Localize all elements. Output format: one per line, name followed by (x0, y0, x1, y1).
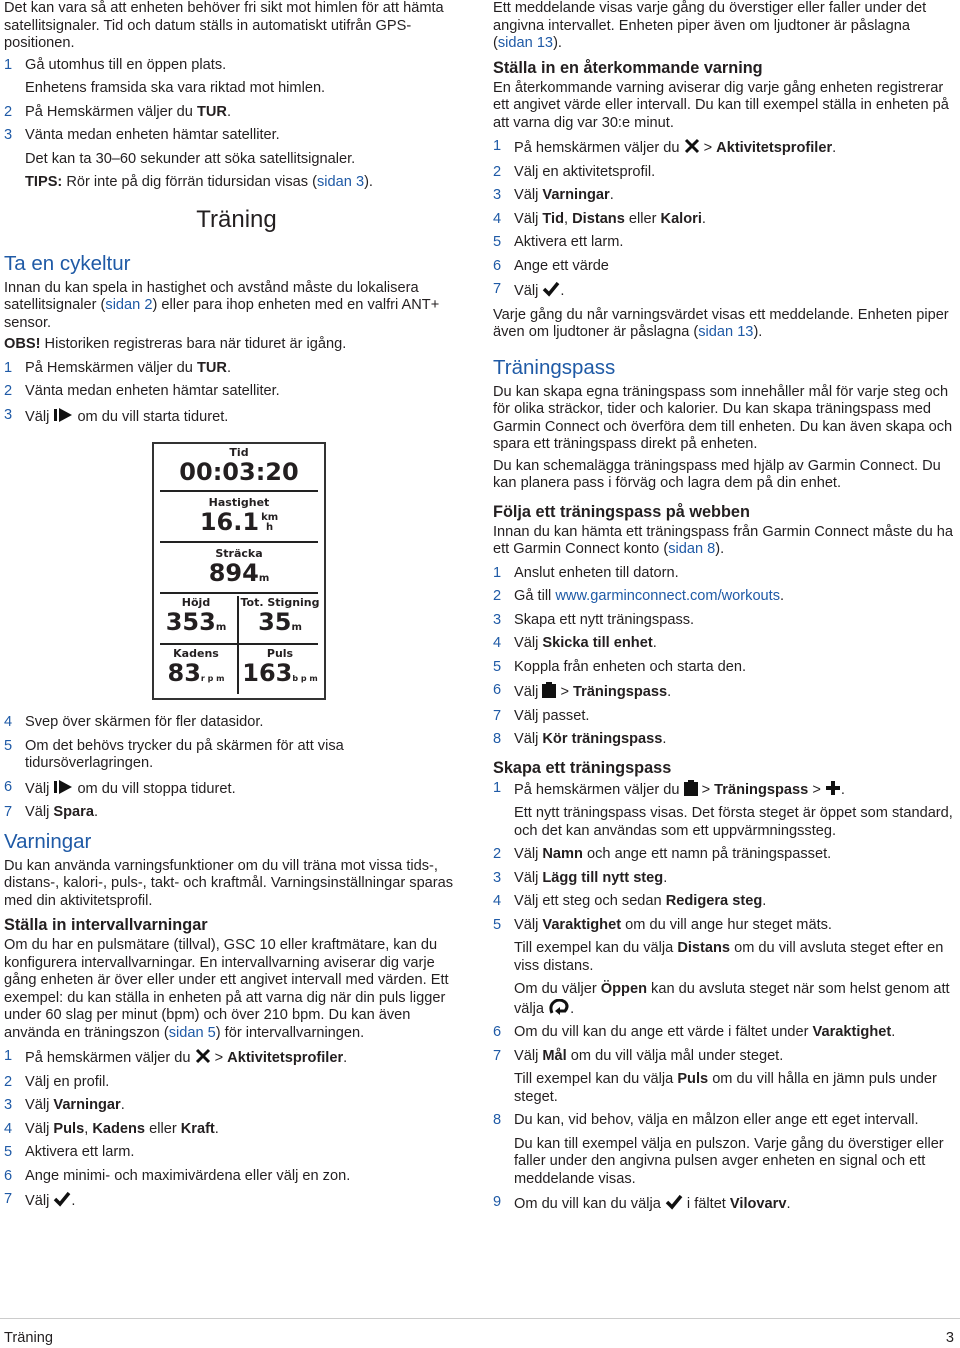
list-item: 7 Välj passet. (493, 707, 590, 724)
step-note: Enhetens framsida ska vara riktad mot himlen. (25, 80, 326, 96)
page-link[interactable]: sidan 13 (698, 324, 754, 340)
list-item: 2 Vänta medan enheten hämtar satelliter. (4, 383, 280, 399)
section-heading: Träning (196, 205, 277, 233)
ascent-value: 35 (258, 608, 292, 636)
step-note: Till exempel kan du välja Puls om du vill hålla en jämn puls under steget. (514, 1071, 937, 1105)
page-footer (0, 1318, 960, 1348)
list-item: 7 Välj . (493, 281, 565, 299)
tools-icon (684, 138, 700, 154)
altitude-value: 353 (165, 608, 216, 636)
tools-icon (195, 1048, 211, 1064)
page-link[interactable]: sidan 3 (317, 174, 365, 190)
intro-paragraph: Ett meddelande visas varje gång du överstiger eller faller under det angivna intervallet. Enheten piper även om ljudtoner är påslagna (sidan 13). (493, 0, 927, 51)
list-item: 1 Gå utomhus till en öppen plats. (4, 56, 227, 73)
varningar-paragraph: Du kan använda varningsfunktioner om du vill träna mot vissa tids-, distans-, kalori-, puls-, takt- och kraftmål. Varningsinställningar sparas med din aktivitetsprofil. (4, 857, 454, 909)
step-text: Gå utomhus till en öppen plats. (25, 56, 227, 73)
list-item: 5 Aktivera ett larm. (493, 234, 624, 250)
clipboard-icon (542, 682, 556, 698)
list-item: 5 Om det behövs trycker du på skärmen för att visa tidursöverlagringen. (4, 737, 344, 771)
list-item: 1 På hemskärmen väljer du > Aktivitetsprofiler. (4, 1048, 348, 1066)
list-item: 7 Välj . (4, 1191, 76, 1209)
list-item: 7 Välj Spara. (4, 804, 99, 820)
list-item: 6 Ange minimi- och maximivärdena eller välj en zon. (4, 1167, 351, 1184)
speed-value: 16.1 (199, 508, 260, 536)
obs-note: OBS! Historiken registreras bara när tiduret är igång. (4, 336, 347, 352)
step-note: Det kan ta 30–60 sekunder att söka satellitsignaler. (25, 150, 356, 167)
play-pause-icon (53, 779, 73, 795)
aterkommande-end: Varje gång du når varningsvärdet visas ett meddelande. Enheten piper även om ljudtoner är påslagna (sidan 13). (493, 306, 949, 340)
list-item: 6 Välj > Träningspass. (493, 682, 672, 700)
list-item: 4 Välj Tid, Distans eller Kalori. (493, 210, 706, 227)
list-item: 2 Gå till www.garminconnect.com/workouts. (493, 588, 785, 604)
list-item: 8 Du kan, vid behov, välja en målzon eller ange ett eget intervall. (493, 1112, 919, 1128)
page-link[interactable]: sidan 5 (168, 1024, 216, 1041)
heading-traningspass: Träningspass (493, 355, 616, 379)
list-item: 2 Välj en aktivitetsprofil. (493, 163, 656, 180)
heading-varningar: Varningar (4, 829, 92, 853)
checkmark-icon (542, 281, 560, 297)
step-note: Du kan till exempel välja en pulszon. Varje gång du överstiger eller faller under den angivna pulsen avger enheten en signal och ett meddelande visas. (514, 1135, 944, 1187)
list-item: 1 På hemskärmen väljer du > Träningspass > . (493, 779, 845, 798)
intervall-paragraph: Om du har en pulsmätare (tillval), GSC 10 eller kraftmätare, kan du konfigurera intervallvarningar. En intervallvarning aviserar dig varje gång enheten är över eller under ett angivet intervall med värden. Ett exempel: du kan ställa in enheten på att varna dig när din puls ligger under 60 slag per minut (bpm) och över 210 bpm. Du kan även använda en träningszon (sidan 5) för intervallvarningen. (4, 937, 449, 1041)
page-number: 3 (945, 1330, 954, 1346)
step-note: Till exempel kan du välja Distans om du vill avsluta steget efter en viss distans. (514, 940, 944, 974)
list-item: 3 Vänta medan enheten hämtar satelliter. (4, 127, 280, 143)
page-link[interactable]: sidan 8 (668, 541, 716, 557)
list-item: 4 Välj Skicka till enhet. (493, 635, 657, 651)
step-text: Vänta medan enheten hämtar satelliter. (25, 127, 280, 143)
heartrate-value: 163 (242, 659, 293, 687)
device-screen: Tid 00:03:20 Hastighet 16.1 km h Sträcka 894m Höjd 353m Tot. Stigning 35m Kadens 83r p m Puls 163b p m (152, 442, 326, 700)
play-pause-icon (53, 407, 73, 423)
list-item: 1 Anslut enheten till datorn. (493, 564, 679, 581)
list-item: 6 Om du vill kan du ange ett värde i fältet under Varaktighet. (493, 1024, 896, 1040)
step-note: Ett nytt träningspass visas. Det första steget är öppet som standard, och det kan användas som ett uppvärmningssteg. (514, 805, 953, 839)
list-item: 9 Om du vill kan du välja i fältet Vilovarv. (493, 1194, 791, 1212)
list-item: 3 Välj om du vill starta tiduret. (4, 406, 229, 425)
plus-icon (825, 780, 841, 796)
webben-paragraph: Innan du kan hämta ett träningspass från Garmin Connect måste du ha ett Garmin Connect konto (sidan 8). (493, 523, 953, 557)
list-item: 6 Välj om du vill stoppa tiduret. (4, 778, 236, 797)
footer-section: Träning (4, 1330, 53, 1346)
list-item: 8 Välj Kör träningspass. (493, 731, 667, 747)
list-item: 1 På Hemskärmen väljer du TUR. (4, 359, 232, 376)
garmin-connect-link[interactable]: www.garminconnect.com/workouts (555, 588, 781, 604)
list-item: 3 Skapa ett nytt träningspass. (493, 611, 695, 628)
list-item: 2 På Hemskärmen väljer du TUR. (4, 103, 232, 120)
list-item: 1 På hemskärmen väljer du > Aktivitetsprofiler. (493, 138, 837, 156)
heading-skapa: Skapa ett träningspass (493, 758, 672, 777)
list-item: 5 Välj Varaktighet om du vill ange hur steget mäts. (493, 916, 832, 933)
heading-webben: Följa ett träningspass på webben (493, 502, 750, 521)
clipboard-icon (684, 780, 698, 796)
cykel-paragraph: Innan du kan spela in hastighet och avstånd måste du lokalisera satellitsignaler (sidan 2) eller para ihop enheten med en valfri ANT+ sensor. (4, 279, 440, 331)
intro-paragraph: Det kan vara så att enheten behöver fri sikt mot himlen för att hämta satellitsignaler. Tid och datum ställs in automatiskt utifrån GPS-positionen. (4, 0, 444, 51)
timer-value: 00:03:20 (179, 458, 299, 486)
list-item: 2 Välj Namn och ange ett namn på träningspasset. (493, 846, 832, 862)
list-item: 3 Välj Varningar. (493, 187, 614, 203)
checkmark-icon (53, 1191, 71, 1207)
tips-note: TIPS: Rör inte på dig förrän tidursidan visas (sidan 3). (25, 174, 373, 190)
cadence-value: 83 (167, 659, 201, 687)
list-item: 5 Aktivera ett larm. (4, 1144, 135, 1160)
list-item: 4 Välj ett steg och sedan Redigera steg. (493, 893, 767, 909)
list-item: 4 Svep över skärmen för fler datasidor. (4, 714, 264, 730)
right-column (493, 0, 953, 1220)
aterkommande-paragraph: En återkommande varning aviserar dig varje gång enheten registrerar ett angivet värde eller intervall. Du kan till exempel ställa in enheten på att varna dig var 30:e minut. (493, 79, 949, 131)
list-item: 5 Koppla från enheten och starta den. (493, 658, 747, 675)
pass-paragraph-1: Du kan skapa egna träningspass som innehåller mål för varje steg och för olika sträckor, tider och kalorier. Du kan skapa träningspass med Garmin Connect och överföra dem till enheten. Du kan även skapa och spara ett träningspass direkt på enheten. (493, 383, 953, 452)
page-link[interactable]: sidan 2 (105, 297, 153, 313)
heading-cykeltur: Ta en cykeltur (4, 251, 131, 275)
heading-aterkommande: Ställa in en återkommande varning (493, 58, 763, 77)
list-item: 3 Välj Varningar. (4, 1097, 125, 1113)
list-item: 3 Välj Lägg till nytt steg. (493, 869, 668, 886)
list-item: 2 Välj en profil. (4, 1073, 110, 1090)
heading-intervall: Ställa in intervallvarningar (4, 916, 208, 934)
page-link[interactable]: sidan 13 (497, 35, 554, 51)
step-note: Om du väljer Öppen kan du avsluta steget när som helst genom att välja . (514, 981, 950, 1017)
checkmark-icon (665, 1194, 683, 1210)
left-column (4, 0, 469, 1217)
pass-paragraph-2: Du kan schemalägga träningspass med hjälp av Garmin Connect. Du kan planera pass i förväg och lagra dem på din enhet. (493, 457, 941, 491)
list-item: 4 Välj Puls, Kadens eller Kraft. (4, 1120, 219, 1137)
lap-icon (548, 999, 570, 1015)
list-item: 6 Ange ett värde (493, 257, 609, 274)
distance-value: 894 (208, 559, 259, 587)
list-item: 7 Välj Mål om du vill välja mål under steget. (493, 1047, 784, 1064)
step-text: På Hemskärmen väljer du TUR. (25, 103, 232, 120)
